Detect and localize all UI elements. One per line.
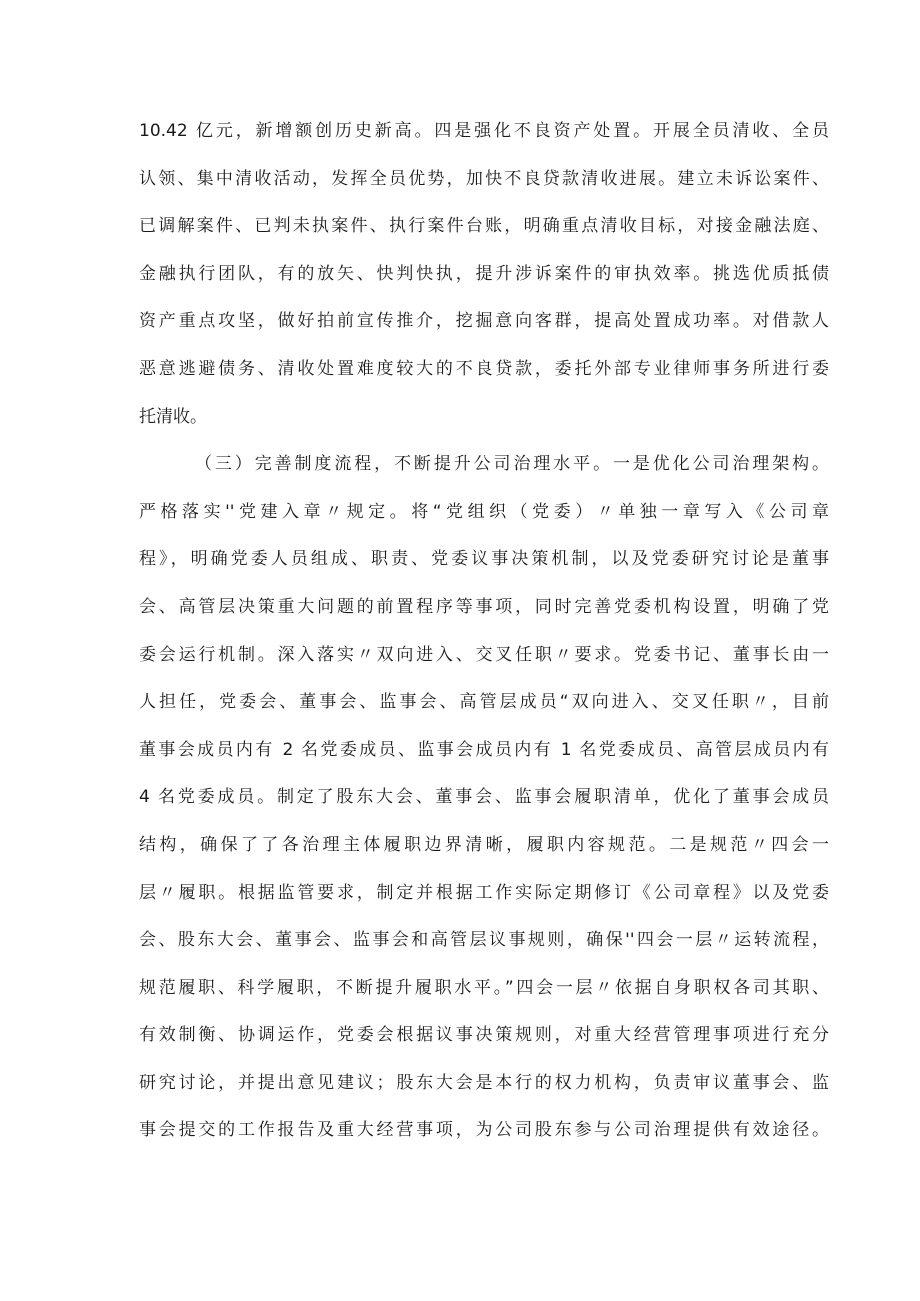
text-line: 人担任，党委会、董事会、监事会、高管层成员“双向进入、交叉任职〃，目前: [139, 692, 829, 713]
text-line: （三）完善制度流程，不断提升公司治理水平。一是优化公司治理架构。: [195, 454, 829, 475]
text-line: 规范履职、科学履职，不断提升履职水平。”四会一层〃依据自身职权各司其职、: [139, 977, 829, 998]
text-line: 董事会成员内有 2 名党委成员、监事会成员内有 1 名党委成员、高管层成员内有: [139, 739, 829, 760]
text-line: 委会运行机制。深入落实〃双向进入、交叉任职〃要求。党委书记、董事长由一: [139, 644, 829, 665]
text-line: 事会提交的工作报告及重大经营事项，为公司股东参与公司治理提供有效途径。: [139, 1120, 829, 1141]
text-line: 资产重点攻坚，做好拍前宣传推介，挖掘意向客群，提高处置成功率。对借款人: [139, 311, 829, 332]
text-line: 4 名党委成员。制定了股东大会、董事会、监事会履职清单，优化了董事会成员: [139, 787, 829, 808]
text-line: 严格落实''党建入章〃规定。将“党组织（党委）〃单独一章写入《公司章: [139, 501, 829, 522]
text-line: 10.42 亿元，新增额创历史新高。四是强化不良资产处置。开展全员清收、全员: [139, 121, 829, 141]
body-text: [139, 117, 829, 1164]
text-line: 已调解案件、已判未执案件、执行案件台账，明确重点清收目标，对接金融法庭、: [139, 216, 829, 237]
text-line: 会、高管层决策重大问题的前置程序等事项，同时完善党委机构设置，明确了党: [139, 596, 829, 617]
text-line: 托清收。: [139, 406, 207, 427]
text-line: 结构，确保了了各治理主体履职边界清晰，履职内容规范。二是规范〃四会一: [139, 834, 829, 855]
text-line: 认领、集中清收活动，发挥全员优势，加快不良贷款清收进展。建立未诉讼案件、: [139, 168, 829, 189]
text-line: 有效制衡、协调运作，党委会根据议事决策规则，对重大经营管理事项进行充分: [139, 1025, 829, 1046]
text-line: 恶意逃避债务、清收处置难度较大的不良贷款，委托外部专业律师事务所进行委: [139, 358, 829, 379]
text-line: 金融执行团队，有的放矢、快判快执，提升涉诉案件的审执效率。挑选优质抵债: [139, 263, 829, 284]
text-line: 研究讨论，并提出意见建议；股东大会是本行的权力机构，负责审议董事会、监: [139, 1072, 829, 1093]
text-line: 层〃履职。根据监管要求，制定并根据工作实际定期修订《公司章程》以及党委: [139, 882, 829, 903]
text-line: 会、股东大会、董事会、监事会和高管层议事规则，确保''四会一层〃运转流程，: [139, 930, 829, 951]
text-line: 程》，明确党委人员组成、职责、党委议事决策机制，以及党委研究讨论是董事: [139, 549, 829, 570]
